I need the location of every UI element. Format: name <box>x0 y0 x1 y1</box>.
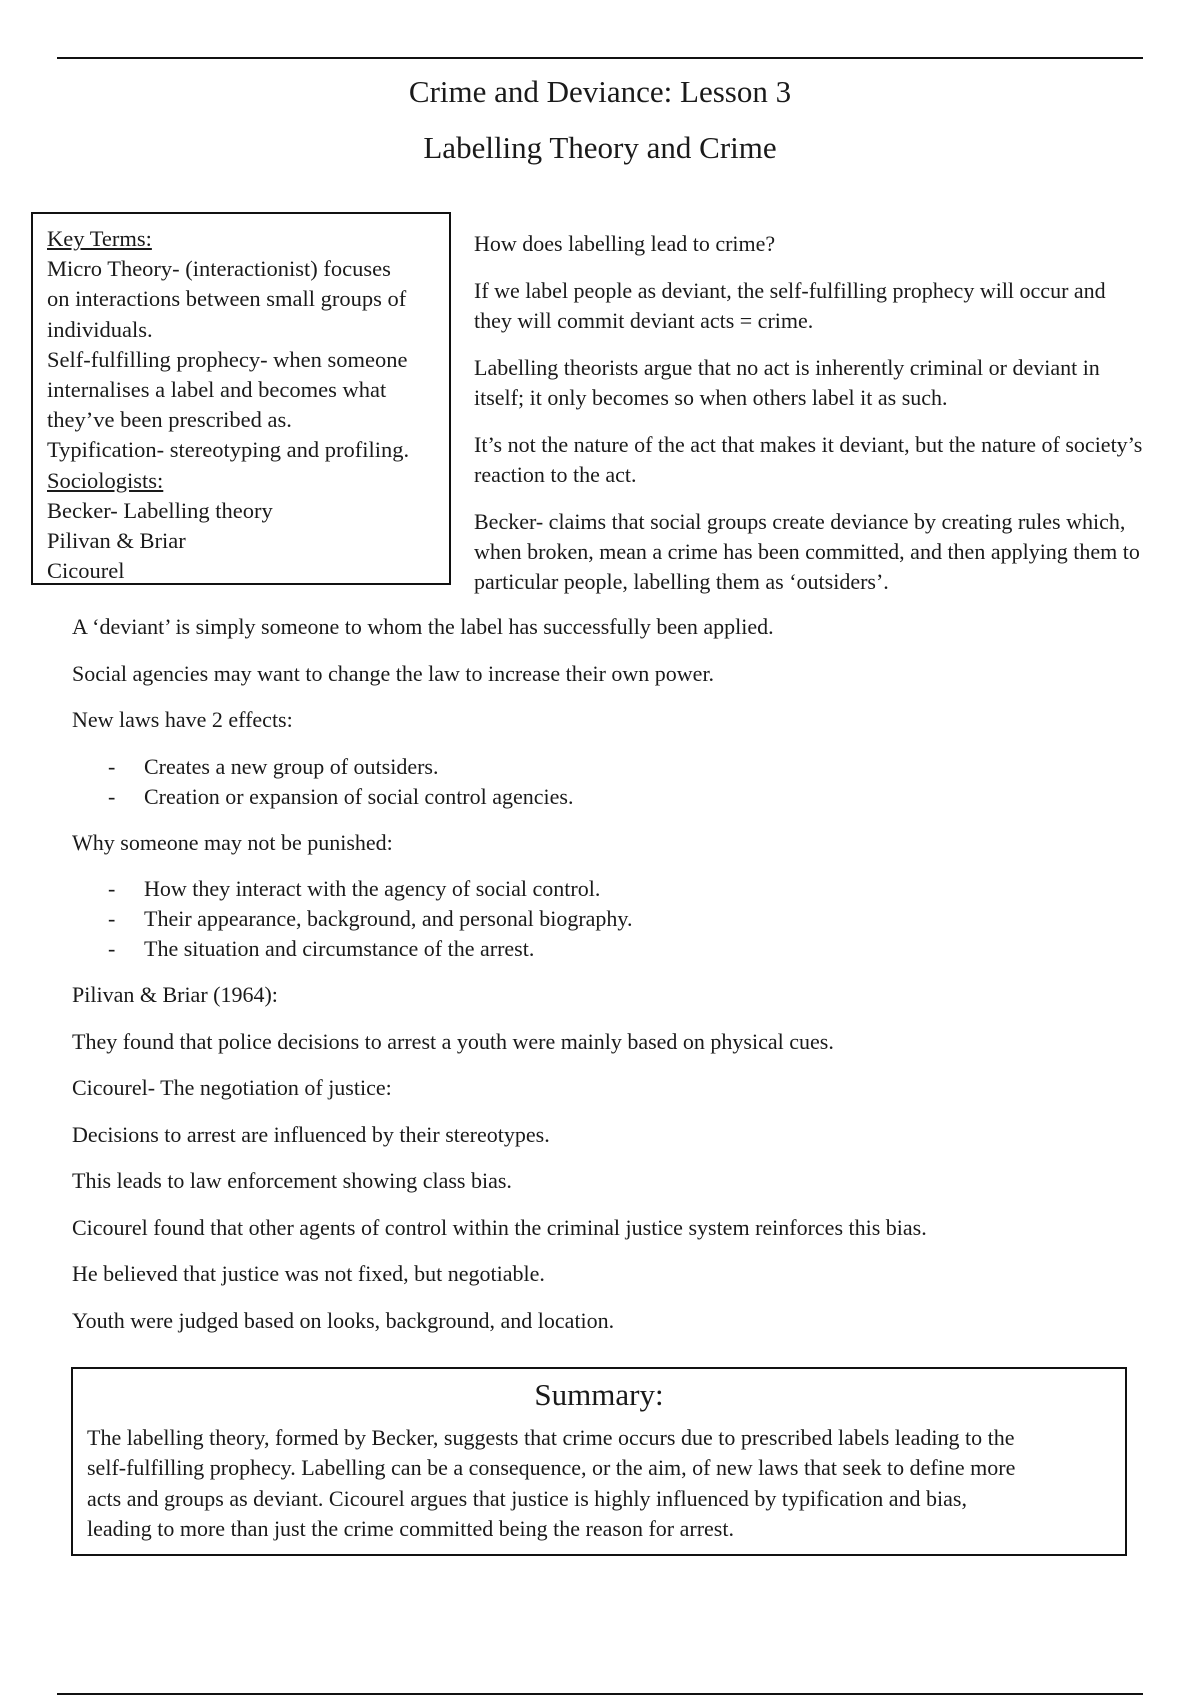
list-item-text: Creates a new group of outsiders. <box>144 753 439 779</box>
paragraph: Social agencies may want to change the law to increase their own power. <box>72 660 715 686</box>
sociologist-item: Cicourel <box>47 558 125 584</box>
key-terms-line: Self-fulfilling prophecy- when someone <box>47 346 408 372</box>
paragraph: A ‘deviant’ is simply someone to whom the label has successfully been applied. <box>72 614 774 639</box>
summary-title: Summary: <box>534 1377 664 1412</box>
paragraph: Labelling theorists argue that no act is inherently criminal or deviant in itself; it only becomes so when others label it as such. <box>474 355 1100 410</box>
list-item-text: How they interact with the agency of social control. <box>144 876 601 901</box>
key-terms-heading: Key Terms: <box>47 226 152 251</box>
paragraph: It’s not the nature of the act that makes it deviant, but the nature of society’s reaction to the act. <box>474 432 1143 487</box>
key-terms-box <box>31 212 451 585</box>
top-rule <box>57 57 1143 59</box>
paragraph: Becker- claims that social groups create deviance by creating rules which, when broken, mean a crime has been committed, and then applying them to particular people, labelling them as ‘outsiders’. <box>474 509 1140 594</box>
key-terms-line: Micro Theory- (interactionist) focuses <box>47 256 391 282</box>
dash-bullet: - <box>108 906 116 931</box>
effects-list <box>72 752 1142 812</box>
key-terms-line: individuals. <box>47 316 153 342</box>
paragraph: Why someone may not be punished: <box>72 829 393 855</box>
paragraph: Pilivan & Briar (1964): <box>72 982 278 1007</box>
dash-bullet: - <box>108 783 116 809</box>
paragraph: Cicourel- The negotiation of justice: <box>72 1075 392 1100</box>
sociologist-item: Becker- Labelling theory <box>47 497 273 523</box>
list-item-text: Their appearance, background, and personal biography. <box>144 906 633 931</box>
paragraph: New laws have 2 effects: <box>72 707 293 732</box>
key-terms-line: they’ve been prescribed as. <box>47 407 292 433</box>
page-title: Crime and Deviance: Lesson 3 <box>408 74 792 109</box>
paragraph: This leads to law enforcement showing class bias. <box>72 1168 512 1193</box>
list-item <box>72 904 1142 934</box>
sociologist-item: Pilivan & Briar <box>47 528 186 554</box>
dash-bullet: - <box>108 936 116 961</box>
summary-text <box>87 1423 1111 1544</box>
sociologists-heading: Sociologists: <box>47 467 164 493</box>
question-heading: How does labelling lead to crime? <box>474 231 776 256</box>
list-item <box>72 934 1142 964</box>
dash-bullet: - <box>108 876 116 901</box>
list-item-text: The situation and circumstance of the arrest. <box>144 936 535 961</box>
bottom-rule <box>57 1693 1143 1695</box>
list-item-text: Creation or expansion of social control agencies. <box>144 783 574 809</box>
reasons-list <box>72 874 1142 964</box>
dash-bullet: - <box>108 753 116 779</box>
page-subtitle: Labelling Theory and Crime <box>423 130 777 165</box>
summary-line: self-fulfilling prophecy. Labelling can be a consequence, or the aim, of new laws that seek to define more <box>87 1455 1016 1481</box>
list-item <box>72 752 1142 782</box>
key-terms-line: Typification- stereotyping and profiling. <box>47 437 410 463</box>
summary-line: acts and groups as deviant. Cicourel argues that justice is highly influenced by typification and bias, <box>87 1485 967 1511</box>
paragraph: Decisions to arrest are influenced by their stereotypes. <box>72 1121 550 1147</box>
right-column <box>474 229 1144 614</box>
paragraph: He believed that justice was not fixed, but negotiable. <box>72 1261 545 1286</box>
summary-box <box>71 1367 1127 1556</box>
list-item <box>72 782 1142 812</box>
main-body <box>72 612 1142 1352</box>
key-terms-line: on interactions between small groups of <box>47 286 407 312</box>
paragraph: They found that police decisions to arrest a youth were mainly based on physical cues. <box>72 1028 834 1054</box>
paragraph: Youth were judged based on looks, background, and location. <box>72 1307 615 1333</box>
paragraph: Cicourel found that other agents of control within the criminal justice system reinforces this bias. <box>72 1214 927 1240</box>
summary-line: The labelling theory, formed by Becker, suggests that crime occurs due to prescribed labels leading to the <box>87 1425 1015 1450</box>
list-item <box>72 874 1142 904</box>
key-terms-line: internalises a label and becomes what <box>47 377 387 403</box>
summary-line: leading to more than just the crime committed being the reason for arrest. <box>87 1515 734 1541</box>
paragraph: If we label people as deviant, the self-fulfilling prophecy will occur and they will commit deviant acts = crime. <box>474 278 1106 333</box>
